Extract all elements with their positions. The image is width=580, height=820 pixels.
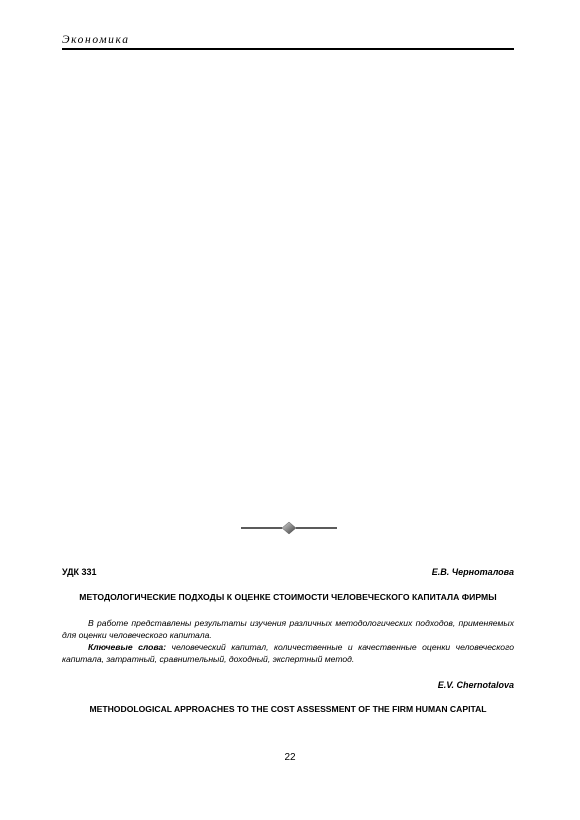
article-title-en: METHODOLOGICAL APPROACHES TO THE COST ASSESSMENT OF THE FIRM HUMAN CAPITAL (89, 704, 487, 714)
abstract-block (62, 617, 514, 665)
keywords-text: человеческий капитал, количественные и качественные оценки человеческого капитала, затратный, сравнительный, доходный, экспертный метод. (62, 642, 514, 664)
header-rule (62, 48, 514, 50)
keywords-label: Ключевые слова: (88, 642, 167, 652)
keywords-paragraph (62, 641, 514, 665)
udk-code: УДК 331 (62, 567, 97, 577)
page-number: 22 (284, 752, 296, 763)
author-name-ru: Е.В. Черноталова (431, 567, 514, 577)
section-ornament (241, 521, 337, 535)
author-name-en: E.V. Chernotalova (437, 680, 514, 690)
article-title-ru: МЕТОДОЛОГИЧЕСКИЕ ПОДХОДЫ К ОЦЕНКЕ СТОИМОСТИ ЧЕЛОВЕЧЕСКОГО КАПИТАЛА ФИРМЫ (79, 592, 497, 602)
abstract-text: В работе представлены результаты изучения различных методологических подходов, применяемых для оценки человеческого капитала. (62, 618, 514, 640)
ornament-line-right (296, 527, 337, 529)
running-title: Экономика (62, 34, 130, 46)
ornament-diamond (282, 522, 296, 534)
ornament-line-left (241, 527, 282, 529)
